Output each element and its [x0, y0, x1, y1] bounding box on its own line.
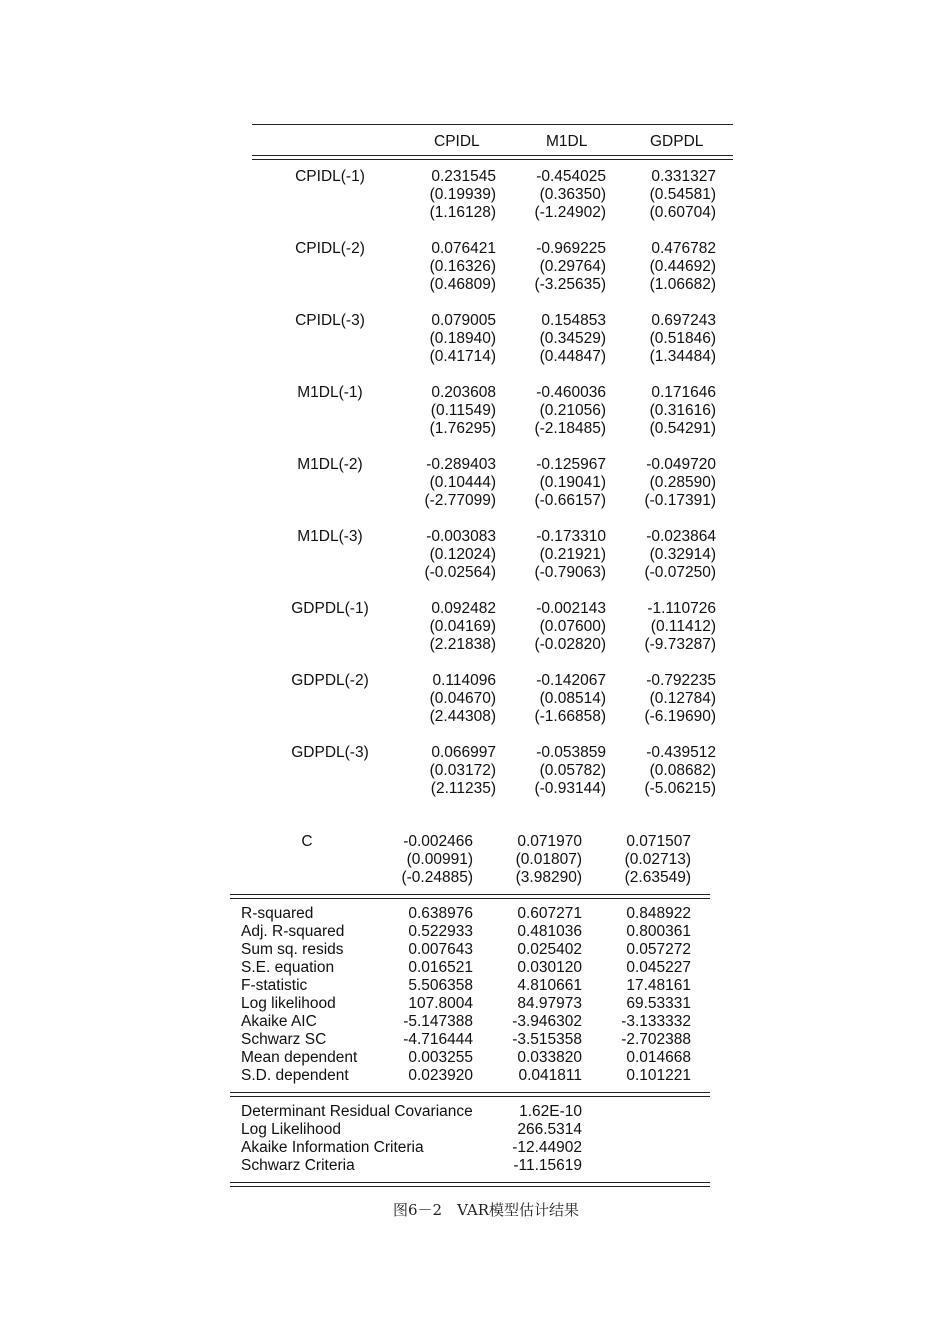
system-stat-value: 1.62E-10 [519, 1103, 582, 1120]
stats-value: 0.101221 [626, 1067, 691, 1084]
coefficient-value: -0.002466 [403, 833, 473, 850]
t-statistic: (-0.02564) [424, 564, 496, 581]
coefficient-value: -0.003083 [426, 528, 496, 545]
coefficient-row-label: GDPDL(-1) [291, 600, 369, 617]
system-stat-label: Determinant Residual Covariance [241, 1103, 473, 1120]
t-statistic: (-2.18485) [534, 420, 606, 437]
stats-value: 0.481036 [517, 923, 582, 940]
stats-row-label: Akaike AIC [241, 1013, 317, 1030]
stats-double-rule-1 [230, 894, 710, 895]
system-stat-value: -11.15619 [513, 1157, 582, 1174]
standard-error: (0.44692) [649, 258, 716, 275]
coefficient-row-label: GDPDL(-2) [291, 672, 369, 689]
coefficient-value: -0.125967 [536, 456, 606, 473]
constant-row-label: C [301, 833, 313, 850]
coefficient-value: -0.053859 [536, 744, 606, 761]
t-statistic: (1.34484) [649, 348, 716, 365]
stats-value: -5.147388 [403, 1013, 473, 1030]
t-statistic: (-0.02820) [534, 636, 606, 653]
standard-error: (0.34529) [539, 330, 606, 347]
stats-row-label: Log likelihood [241, 995, 336, 1012]
system-stat-value: -12.44902 [512, 1139, 582, 1156]
t-statistic: (2.21838) [429, 636, 496, 653]
coefficient-row-label: M1DL(-2) [297, 456, 363, 473]
stats-value: 0.041811 [518, 1067, 582, 1084]
standard-error: (0.08514) [539, 690, 606, 707]
coefficient-row-label: CPIDL(-1) [295, 168, 365, 185]
t-statistic: (1.16128) [429, 204, 496, 221]
t-statistic: (-6.19690) [644, 708, 716, 725]
coefficient-value: 0.203608 [431, 384, 496, 401]
stats-value: 0.003255 [408, 1049, 473, 1066]
t-statistic: (-0.07250) [644, 564, 716, 581]
t-statistic: (-2.77099) [424, 492, 496, 509]
system-double-rule-2 [230, 1096, 710, 1097]
standard-error: (0.19041) [539, 474, 606, 491]
coefficient-value: -0.023864 [646, 528, 716, 545]
t-statistic: (0.60704) [649, 204, 716, 221]
t-statistic: (-0.24885) [401, 869, 473, 886]
t-statistic: (1.76295) [429, 420, 496, 437]
stats-value: 0.522933 [408, 923, 473, 940]
system-stat-label: Akaike Information Criteria [241, 1139, 424, 1156]
stats-value: 5.506358 [408, 977, 473, 994]
figure-caption: 图6－2 VAR模型估计结果 [393, 1201, 580, 1219]
stats-value: -3.515358 [512, 1031, 582, 1048]
top-rule [252, 124, 733, 125]
standard-error: (0.12784) [649, 690, 716, 707]
coefficient-value: -0.969225 [536, 240, 606, 257]
stats-value: 0.023920 [408, 1067, 473, 1084]
system-stat-value: 266.5314 [517, 1121, 582, 1138]
stats-row-label: S.D. dependent [241, 1067, 349, 1084]
system-double-rule-1 [230, 1092, 710, 1093]
coefficient-value: 0.071507 [626, 833, 691, 850]
standard-error: (0.08682) [649, 762, 716, 779]
system-stat-label: Schwarz Criteria [241, 1157, 355, 1174]
standard-error: (0.31616) [649, 402, 716, 419]
coefficient-row-label: CPIDL(-3) [295, 312, 365, 329]
coefficient-row-label: M1DL(-3) [297, 528, 363, 545]
t-statistic: (-1.24902) [534, 204, 606, 221]
header-double-rule-1 [252, 155, 733, 156]
column-header-cpidl: CPIDL [434, 133, 480, 150]
coefficient-value: 0.076421 [431, 240, 496, 257]
standard-error: (0.29764) [539, 258, 606, 275]
stats-value: 0.016521 [408, 959, 473, 976]
stats-value: 69.53331 [626, 995, 691, 1012]
stats-value: 0.030120 [517, 959, 582, 976]
standard-error: (0.51846) [649, 330, 716, 347]
standard-error: (0.00991) [406, 851, 473, 868]
column-header-m1dl: M1DL [546, 133, 588, 150]
standard-error: (0.21056) [539, 402, 606, 419]
coefficient-value: -0.002143 [536, 600, 606, 617]
column-header-gdpdl: GDPDL [650, 133, 704, 150]
standard-error: (0.21921) [539, 546, 606, 563]
stats-value: 107.8004 [408, 995, 473, 1012]
stats-value: 0.007643 [408, 941, 473, 958]
stats-value: -2.702388 [621, 1031, 691, 1048]
standard-error: (0.32914) [649, 546, 716, 563]
stats-value: 4.810661 [517, 977, 582, 994]
coefficient-value: 0.171646 [651, 384, 716, 401]
t-statistic: (3.98290) [515, 869, 582, 886]
stats-value: 0.025402 [517, 941, 582, 958]
stats-value: 17.48161 [626, 977, 691, 994]
stats-row-label: Adj. R-squared [241, 923, 345, 940]
t-statistic: (-1.66858) [534, 708, 606, 725]
stats-row-label: S.E. equation [241, 959, 335, 976]
t-statistic: (0.54291) [649, 420, 716, 437]
coefficient-value: 0.697243 [651, 312, 716, 329]
standard-error: (0.03172) [429, 762, 496, 779]
bottom-double-rule-1 [230, 1182, 710, 1183]
stats-value: 84.97973 [517, 995, 582, 1012]
standard-error: (0.12024) [429, 546, 496, 563]
stats-value: 0.014668 [626, 1049, 691, 1066]
standard-error: (0.10444) [429, 474, 496, 491]
coefficient-value: 0.231545 [431, 168, 496, 185]
t-statistic: (1.06682) [649, 276, 716, 293]
stats-double-rule-2 [230, 898, 710, 899]
coefficient-value: -0.454025 [536, 168, 606, 185]
standard-error: (0.11412) [650, 618, 716, 635]
coefficient-value: 0.071970 [517, 833, 582, 850]
coefficient-row-label: M1DL(-1) [297, 384, 363, 401]
t-statistic: (0.41714) [429, 348, 496, 365]
stats-value: 0.848922 [626, 905, 691, 922]
header-double-rule-2 [252, 159, 733, 160]
coefficient-value: -0.173310 [536, 528, 606, 545]
coefficient-value: 0.092482 [431, 600, 496, 617]
stats-value: 0.033820 [517, 1049, 582, 1066]
coefficient-value: -1.110726 [647, 600, 716, 617]
stats-value: 0.607271 [517, 905, 582, 922]
standard-error: (0.02713) [624, 851, 691, 868]
standard-error: (0.07600) [539, 618, 606, 635]
stats-row-label: Schwarz SC [241, 1031, 327, 1048]
coefficient-value: 0.114096 [432, 672, 496, 689]
standard-error: (0.04169) [429, 618, 496, 635]
coefficient-value: 0.079005 [431, 312, 496, 329]
t-statistic: (-0.66157) [534, 492, 606, 509]
standard-error: (0.19939) [429, 186, 496, 203]
t-statistic: (-0.93144) [534, 780, 606, 797]
t-statistic: (-0.79063) [534, 564, 606, 581]
coefficient-value: -0.049720 [646, 456, 716, 473]
t-statistic: (-3.25635) [534, 276, 606, 293]
standard-error: (0.01807) [515, 851, 582, 868]
t-statistic: (-5.06215) [644, 780, 716, 797]
stats-row-label: F-statistic [241, 977, 308, 994]
standard-error: (0.18940) [429, 330, 496, 347]
standard-error: (0.16326) [429, 258, 496, 275]
bottom-double-rule-2 [230, 1186, 710, 1187]
t-statistic: (0.46809) [429, 276, 496, 293]
coefficient-value: 0.476782 [651, 240, 716, 257]
standard-error: (0.28590) [649, 474, 716, 491]
t-statistic: (2.63549) [624, 869, 691, 886]
coefficient-value: -0.792235 [646, 672, 716, 689]
standard-error: (0.05782) [539, 762, 606, 779]
coefficient-value: -0.439512 [646, 744, 716, 761]
stats-value: -3.133332 [621, 1013, 691, 1030]
standard-error: (0.36350) [539, 186, 606, 203]
coefficient-value: 0.066997 [431, 744, 496, 761]
coefficient-value: 0.154853 [541, 312, 606, 329]
stats-value: 0.800361 [626, 923, 691, 940]
stats-value: 0.057272 [626, 941, 691, 958]
stats-value: -3.946302 [512, 1013, 582, 1030]
coefficient-value: -0.289403 [426, 456, 496, 473]
coefficient-row-label: GDPDL(-3) [291, 744, 369, 761]
stats-value: -4.716444 [403, 1031, 473, 1048]
standard-error: (0.11549) [430, 402, 496, 419]
standard-error: (0.04670) [429, 690, 496, 707]
coefficient-value: -0.460036 [536, 384, 606, 401]
stats-row-label: R-squared [241, 905, 314, 922]
t-statistic: (0.44847) [539, 348, 606, 365]
coefficient-row-label: CPIDL(-2) [295, 240, 365, 257]
coefficient-value: -0.142067 [536, 672, 606, 689]
t-statistic: (2.44308) [429, 708, 496, 725]
system-stat-label: Log Likelihood [241, 1121, 341, 1138]
stats-row-label: Mean dependent [241, 1049, 358, 1066]
stats-row-label: Sum sq. resids [241, 941, 344, 958]
stats-value: 0.638976 [408, 905, 473, 922]
t-statistic: (-9.73287) [644, 636, 716, 653]
stats-value: 0.045227 [626, 959, 691, 976]
t-statistic: (-0.17391) [644, 492, 716, 509]
coefficient-value: 0.331327 [651, 168, 716, 185]
standard-error: (0.54581) [649, 186, 716, 203]
t-statistic: (2.11235) [430, 780, 496, 797]
